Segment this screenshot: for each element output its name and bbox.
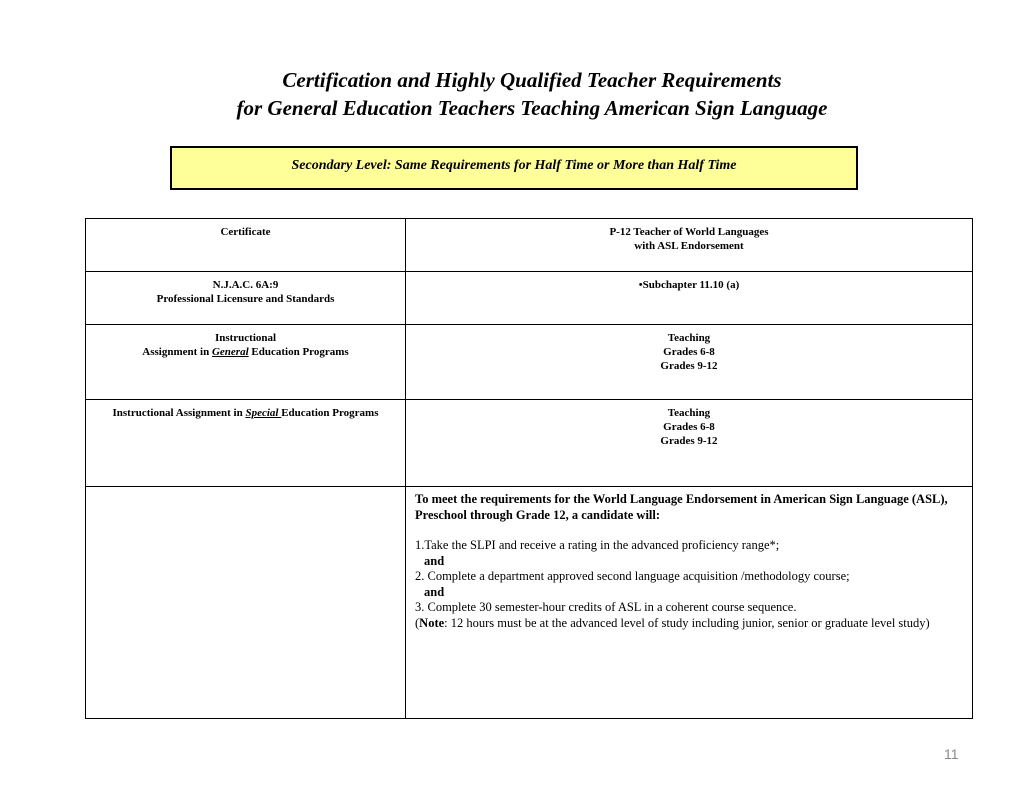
general-grades-6-8: Grades 6-8: [663, 346, 715, 358]
special-emphasis: Special: [245, 407, 282, 419]
table-row-general-assignment: [86, 325, 973, 400]
general-grades-9-12: Grades 9-12: [660, 360, 718, 372]
requirements-intro: To meet the requirements for the World Language Endorsement in American Sign Language (ASL), Preschool through Grade 12, a candidate will:: [415, 492, 948, 522]
cell-certificate-value: [406, 219, 973, 272]
general-assignment-label-line2: [86, 345, 405, 359]
title-line-2: for General Education Teachers Teaching American Sign Language: [236, 96, 828, 120]
certificate-value-line2: with ASL Endorsement: [634, 240, 744, 252]
table-row-certificate: [86, 219, 973, 272]
page-number: 11: [944, 746, 959, 762]
special-grades-9-12: Grades 9-12: [660, 435, 718, 447]
page-title: [0, 66, 1024, 122]
table-row-special-assignment: [86, 400, 973, 487]
special-assignment-label: [86, 406, 405, 420]
requirement-item-3: 3. Complete 30 semester-hour credits of ASL in a coherent course sequence.: [415, 600, 797, 614]
cell-endorsement-requirements: [406, 487, 973, 719]
general-teaching: Teaching: [667, 332, 711, 344]
requirement-note: [415, 616, 963, 632]
table-row-njac: [86, 272, 973, 325]
requirement-item-2: 2. Complete a department approved second language acquisition /methodology course;: [415, 569, 850, 583]
general-emphasis: General: [211, 346, 249, 358]
and-connector-2: and: [424, 584, 445, 599]
certificate-value-line1: P-12 Teacher of World Languages: [609, 226, 769, 238]
secondary-level-banner: Secondary Level: Same Requirements for Half Time or More than Half Time: [170, 146, 858, 190]
cell-special-assignment-value: [406, 400, 973, 487]
cell-certificate-label: [86, 219, 406, 272]
special-assignment-suffix: Education Programs: [281, 407, 379, 419]
and-connector-1: and: [424, 553, 445, 568]
general-assignment-suffix: Education Programs: [248, 346, 349, 358]
cell-njac-label: [86, 272, 406, 325]
spacer: [415, 523, 963, 538]
cell-njac-value: [406, 272, 973, 325]
note-text: : 12 hours must be at the advanced level of study including junior, senior or graduate level study): [444, 615, 930, 630]
certificate-label: Certificate: [220, 226, 271, 238]
cell-special-assignment-label: [86, 400, 406, 487]
table-row-endorsement-requirements: [86, 487, 973, 719]
njac-label-line2: Professional Licensure and Standards: [156, 293, 335, 305]
requirement-item-1: 1.Take the SLPI and receive a rating in the advanced proficiency range*;: [415, 538, 780, 552]
cell-general-assignment-label: [86, 325, 406, 400]
general-assignment-prefix: Assignment in: [142, 346, 212, 358]
general-assignment-label-line1: Instructional: [214, 332, 277, 344]
note-label: Note: [419, 615, 445, 630]
requirements-table: [85, 218, 973, 719]
cell-empty: [86, 487, 406, 719]
njac-label-line1: N.J.A.C. 6A:9: [212, 279, 279, 291]
special-grades-6-8: Grades 6-8: [663, 421, 715, 433]
cell-general-assignment-value: [406, 325, 973, 400]
special-teaching: Teaching: [667, 407, 711, 419]
special-assignment-prefix: Instructional Assignment in: [112, 407, 246, 419]
title-line-1: Certification and Highly Qualified Teacher Requirements: [282, 68, 782, 92]
njac-value: •Subchapter 11.10 (a): [638, 279, 740, 291]
note-open-paren: (: [415, 615, 420, 630]
